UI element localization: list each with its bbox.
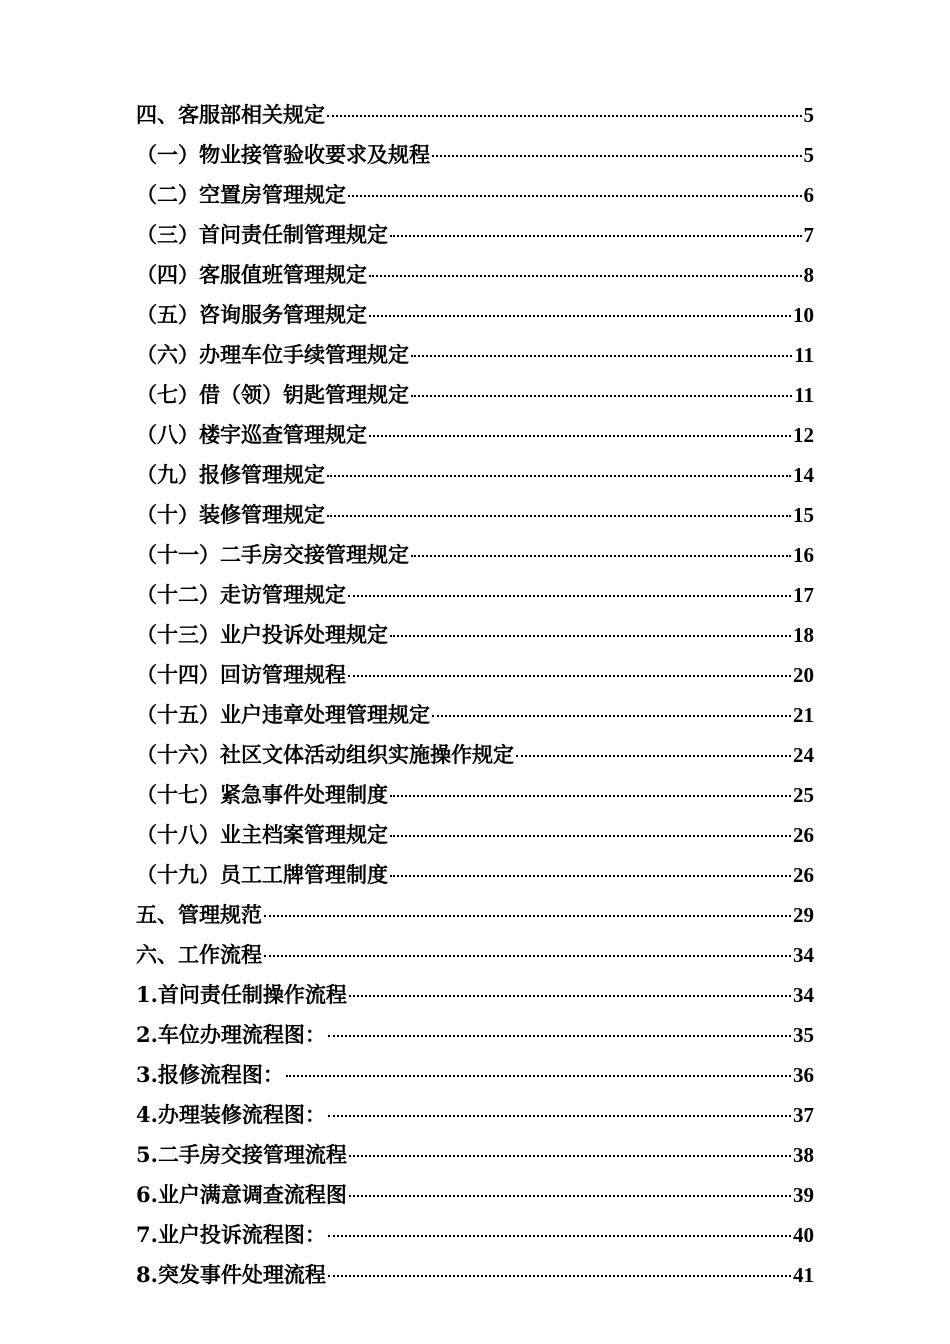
toc-entry-title: （十二）走访管理规定 <box>136 582 346 607</box>
toc-dot-leader <box>327 515 791 517</box>
toc-entry[interactable] <box>136 335 814 375</box>
toc-entry-title: （十五）业户违章处理管理规定 <box>136 702 430 727</box>
toc-entry[interactable] <box>136 1095 814 1135</box>
toc-entry[interactable] <box>136 135 814 175</box>
toc-dot-leader <box>411 395 792 397</box>
toc-entry-title: （十）装修管理规定 <box>136 502 325 527</box>
toc-dot-leader <box>390 235 802 237</box>
toc-entry[interactable] <box>136 815 814 855</box>
toc-dot-leader <box>369 275 802 277</box>
toc-entry-page: 38 <box>793 1143 814 1167</box>
toc-entry[interactable] <box>136 295 814 335</box>
toc-entry-title: （十六）社区文体活动组织实施操作规定 <box>136 742 514 767</box>
toc-entry[interactable] <box>136 535 814 575</box>
toc-dot-leader <box>349 1195 791 1197</box>
toc-dot-leader <box>348 675 791 677</box>
toc-entry[interactable] <box>136 1015 814 1055</box>
toc-dot-leader <box>516 755 791 757</box>
toc-entry-title: 5.二手房交接管理流程 <box>136 1142 347 1167</box>
toc-entry-page: 12 <box>793 423 814 447</box>
toc-entry-page: 8 <box>803 263 814 287</box>
toc-dot-leader <box>264 955 791 957</box>
toc-entry-title: （十一）二手房交接管理规定 <box>136 542 409 567</box>
toc-dot-leader <box>328 1235 791 1237</box>
toc-dot-leader <box>390 795 791 797</box>
toc-dot-leader <box>349 995 791 997</box>
toc-entry-title: （二）空置房管理规定 <box>136 182 346 207</box>
toc-entry[interactable] <box>136 775 814 815</box>
toc-entry-title: 五、管理规范 <box>136 902 262 927</box>
toc-entry-page: 11 <box>794 383 814 407</box>
toc-entry-page: 14 <box>793 463 814 487</box>
toc-entry-page: 5 <box>803 143 814 167</box>
table-of-contents <box>136 95 814 1295</box>
toc-dot-leader <box>327 475 791 477</box>
toc-entry-title: （十三）业户投诉处理规定 <box>136 622 388 647</box>
toc-entry-title: （十四）回访管理规程 <box>136 662 346 687</box>
toc-entry-title: 四、客服部相关规定 <box>136 102 325 127</box>
toc-dot-leader <box>390 635 791 637</box>
toc-entry[interactable] <box>136 375 814 415</box>
toc-dot-leader <box>390 835 791 837</box>
toc-entry-title: （五）咨询服务管理规定 <box>136 302 367 327</box>
toc-dot-leader <box>432 715 791 717</box>
toc-entry[interactable] <box>136 415 814 455</box>
toc-entry-page: 17 <box>793 583 814 607</box>
toc-entry[interactable] <box>136 975 814 1015</box>
toc-entry-page: 5 <box>803 103 814 127</box>
toc-entry[interactable] <box>136 1135 814 1175</box>
toc-entry-page: 15 <box>793 503 814 527</box>
toc-entry-page: 37 <box>793 1103 814 1127</box>
toc-entry-title: （十九）员工工牌管理制度 <box>136 862 388 887</box>
toc-entry[interactable] <box>136 495 814 535</box>
toc-entry-title: 1.首问责任制操作流程 <box>136 982 347 1007</box>
toc-dot-leader <box>348 595 791 597</box>
toc-entry-title: （六）办理车位手续管理规定 <box>136 342 409 367</box>
toc-entry-page: 7 <box>803 223 814 247</box>
toc-dot-leader <box>349 1155 791 1157</box>
toc-entry[interactable] <box>136 855 814 895</box>
toc-entry-title: 8.突发事件处理流程 <box>136 1262 326 1287</box>
toc-entry-page: 29 <box>793 903 814 927</box>
toc-entry-page: 35 <box>793 1023 814 1047</box>
toc-entry[interactable] <box>136 1055 814 1095</box>
toc-entry-title: 2.车位办理流程图： <box>136 1022 326 1047</box>
toc-entry-page: 16 <box>793 543 814 567</box>
toc-entry-title: （三）首问责任制管理规定 <box>136 222 388 247</box>
toc-entry-title: 3.报修流程图： <box>136 1062 284 1087</box>
toc-entry[interactable] <box>136 575 814 615</box>
toc-entry-page: 41 <box>793 1263 814 1287</box>
toc-entry[interactable] <box>136 695 814 735</box>
toc-dot-leader <box>264 915 791 917</box>
toc-dot-leader <box>328 1035 791 1037</box>
toc-dot-leader <box>369 435 791 437</box>
toc-entry-title: 六、工作流程 <box>136 942 262 967</box>
toc-entry[interactable] <box>136 735 814 775</box>
toc-dot-leader <box>411 355 792 357</box>
toc-entry-page: 10 <box>793 303 814 327</box>
toc-entry[interactable] <box>136 255 814 295</box>
toc-entry-page: 18 <box>793 623 814 647</box>
toc-entry-page: 25 <box>793 783 814 807</box>
toc-entry[interactable] <box>136 1215 814 1255</box>
toc-entry[interactable] <box>136 935 814 975</box>
toc-dot-leader <box>328 1275 791 1277</box>
toc-dot-leader <box>327 115 802 117</box>
toc-entry-page: 39 <box>793 1183 814 1207</box>
toc-entry[interactable] <box>136 455 814 495</box>
toc-dot-leader <box>348 195 802 197</box>
toc-dot-leader <box>390 875 791 877</box>
toc-dot-leader <box>369 315 791 317</box>
toc-entry-title: （九）报修管理规定 <box>136 462 325 487</box>
toc-entry-page: 24 <box>793 743 814 767</box>
toc-entry-title: （四）客服值班管理规定 <box>136 262 367 287</box>
toc-entry-page: 20 <box>793 663 814 687</box>
toc-entry-page: 21 <box>793 703 814 727</box>
toc-dot-leader <box>432 155 802 157</box>
toc-entry-page: 34 <box>793 943 814 967</box>
toc-entry-page: 36 <box>793 1063 814 1087</box>
toc-entry-page: 6 <box>803 183 814 207</box>
toc-dot-leader <box>328 1115 791 1117</box>
toc-entry-page: 26 <box>793 863 814 887</box>
toc-entry-page: 40 <box>793 1223 814 1247</box>
toc-entry[interactable] <box>136 175 814 215</box>
toc-entry[interactable] <box>136 615 814 655</box>
toc-entry-title: 6.业户满意调查流程图 <box>136 1182 347 1207</box>
toc-entry-page: 34 <box>793 983 814 1007</box>
toc-entry-title: （十七）紧急事件处理制度 <box>136 782 388 807</box>
toc-entry-page: 11 <box>794 343 814 367</box>
toc-entry-title: （八）楼宇巡查管理规定 <box>136 422 367 447</box>
toc-entry-page: 26 <box>793 823 814 847</box>
toc-entry[interactable] <box>136 1175 814 1215</box>
toc-dot-leader <box>411 555 791 557</box>
toc-entry[interactable] <box>136 1255 814 1295</box>
toc-dot-leader <box>286 1075 791 1077</box>
toc-entry[interactable] <box>136 95 814 135</box>
toc-entry-title: （一）物业接管验收要求及规程 <box>136 142 430 167</box>
toc-entry[interactable] <box>136 895 814 935</box>
toc-entry-title: （十八）业主档案管理规定 <box>136 822 388 847</box>
toc-entry-title: 7.业户投诉流程图： <box>136 1222 326 1247</box>
toc-entry-title: （七）借（领）钥匙管理规定 <box>136 382 409 407</box>
toc-entry[interactable] <box>136 655 814 695</box>
toc-entry-title: 4.办理装修流程图： <box>136 1102 326 1127</box>
toc-entry[interactable] <box>136 215 814 255</box>
